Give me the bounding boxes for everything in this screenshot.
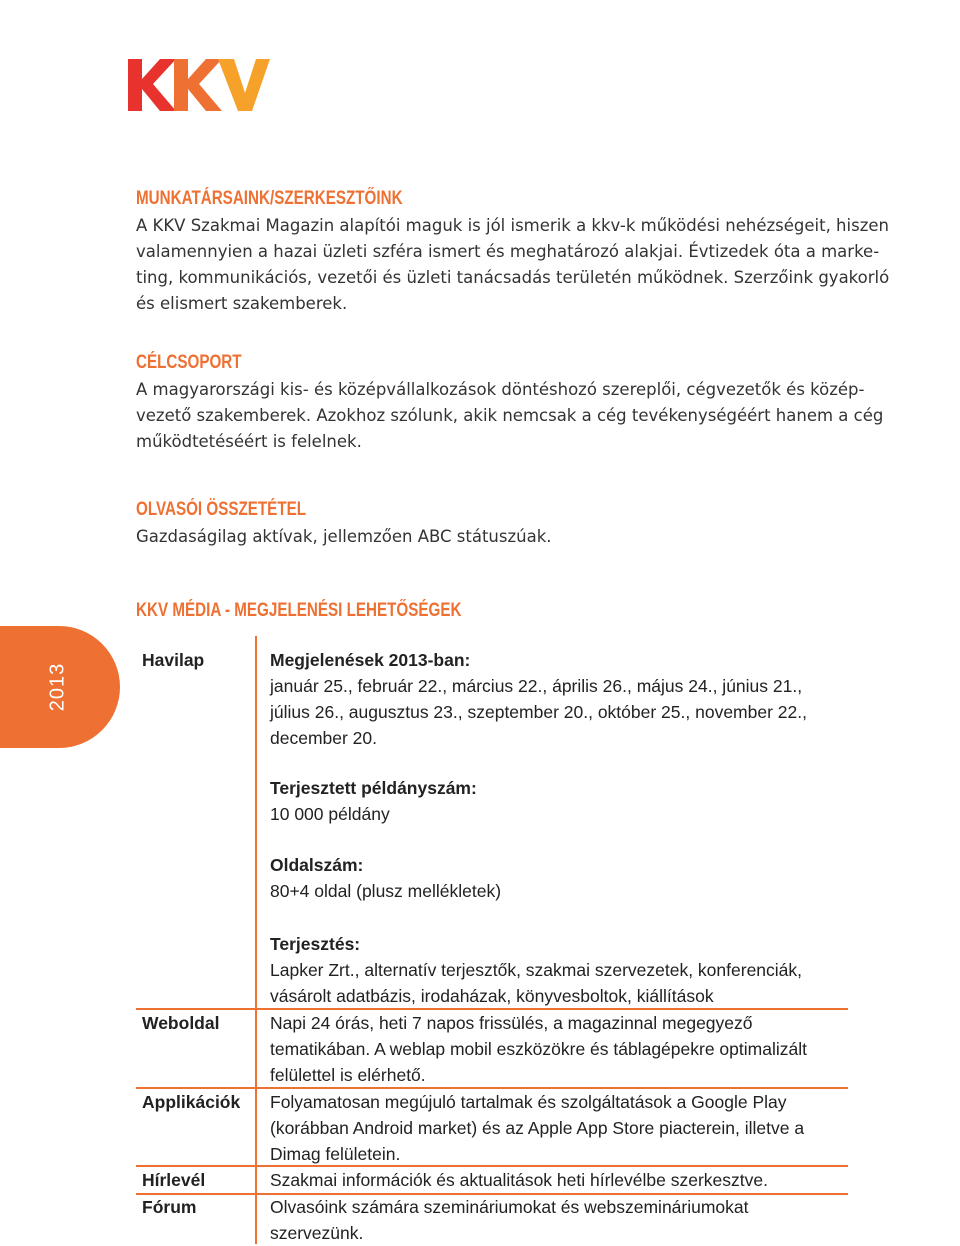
forum-value: Olvasóink számára szemináriumokat és webszemináriumokat szervezünk. xyxy=(270,1197,749,1243)
peldanyszam-value: 10 000 példány xyxy=(270,804,390,824)
olvasoi-text: Gazdaságilag aktívak, jellemzően ABC státuszúak. xyxy=(136,527,552,546)
celcsoport-text: A magyarországi kis- és középvállalkozások döntéshozó szereplői, cégvezetők és középvezető szakemberek. Azokhoz szólunk, akik nemcsak a cég tevékenységéért hanem a cég működtetéséért is felelnek. xyxy=(136,380,884,451)
terjesztes-value: Lapker Zrt., alternatív terjesztők, szakmai szervezetek, konferenciák, vásárolt adatbázis, irodaházak, könyvesboltok, kiállítások xyxy=(270,960,803,1006)
label-forum: Fórum xyxy=(142,1197,197,1217)
label-havilap: Havilap xyxy=(142,650,205,670)
applikaciok-value: Folyamatosan megújuló tartalmak és szolgáltatások a Google Play (korábban Android market) és az Apple App Store piacterein, illetve a Dimag felületein. xyxy=(270,1092,805,1164)
megjelenesek-value: január 25., február 22., március 22., április 26., május 24., június 21., július 26., augusztus 23., szeptember 20., október 25., november 22., december 20. xyxy=(270,676,807,748)
section-title-media: KKV MÉDIA - MEGJELENÉSI LEHETŐSÉGEK xyxy=(136,600,462,621)
weboldal-value: Napi 24 órás, heti 7 napos frissülés, a magazinnal megegyező tematikában. A weblap mobil eszközökre és táblagépekre optimalizált felülettel is elérhető. xyxy=(270,1013,807,1085)
year-tab-label: 2013 xyxy=(46,662,69,712)
label-applikaciok: Applikációk xyxy=(142,1092,241,1112)
oldalszam-heading: Oldalszám: xyxy=(270,855,364,875)
oldalszam-value: 80+4 oldal (plusz mellékletek) xyxy=(270,881,502,901)
peldanyszam-heading: Terjesztett példányszám: xyxy=(270,778,477,798)
munkatarsaink-text: A KKV Szakmai Magazin alapítói maguk is jól ismerik a kkv-k működési nehézségeit, hiszen valamennyien a hazai üzleti szféra ismert és meghatározó alakjai. Évtizedek óta a marketing, kommunikációs, vezetői és üzleti tanácsadás területén működnek. Szerzőink gyakorló és elismert szakemberek. xyxy=(136,216,890,313)
year-tab xyxy=(0,626,120,748)
section-title-olvasoi: OLVASÓI ÖSSZETÉTEL xyxy=(136,499,307,520)
megjelenesek-heading: Megjelenések 2013-ban: xyxy=(270,650,471,670)
hirlevel-value: Szakmai információk és aktualitások heti hírlevélbe szerkesztve. xyxy=(270,1170,768,1190)
label-hirlevel: Hírlevél xyxy=(142,1170,206,1190)
section-title-celcsoport: CÉLCSOPORT xyxy=(136,352,242,373)
kkv-logo xyxy=(128,55,270,113)
section-title-munkatarsaink: MUNKATÁRSAINK/SZERKESZTŐINK xyxy=(136,188,403,209)
label-weboldal: Weboldal xyxy=(142,1013,220,1033)
column-divider xyxy=(255,636,257,1244)
terjesztes-heading: Terjesztés: xyxy=(270,934,361,954)
